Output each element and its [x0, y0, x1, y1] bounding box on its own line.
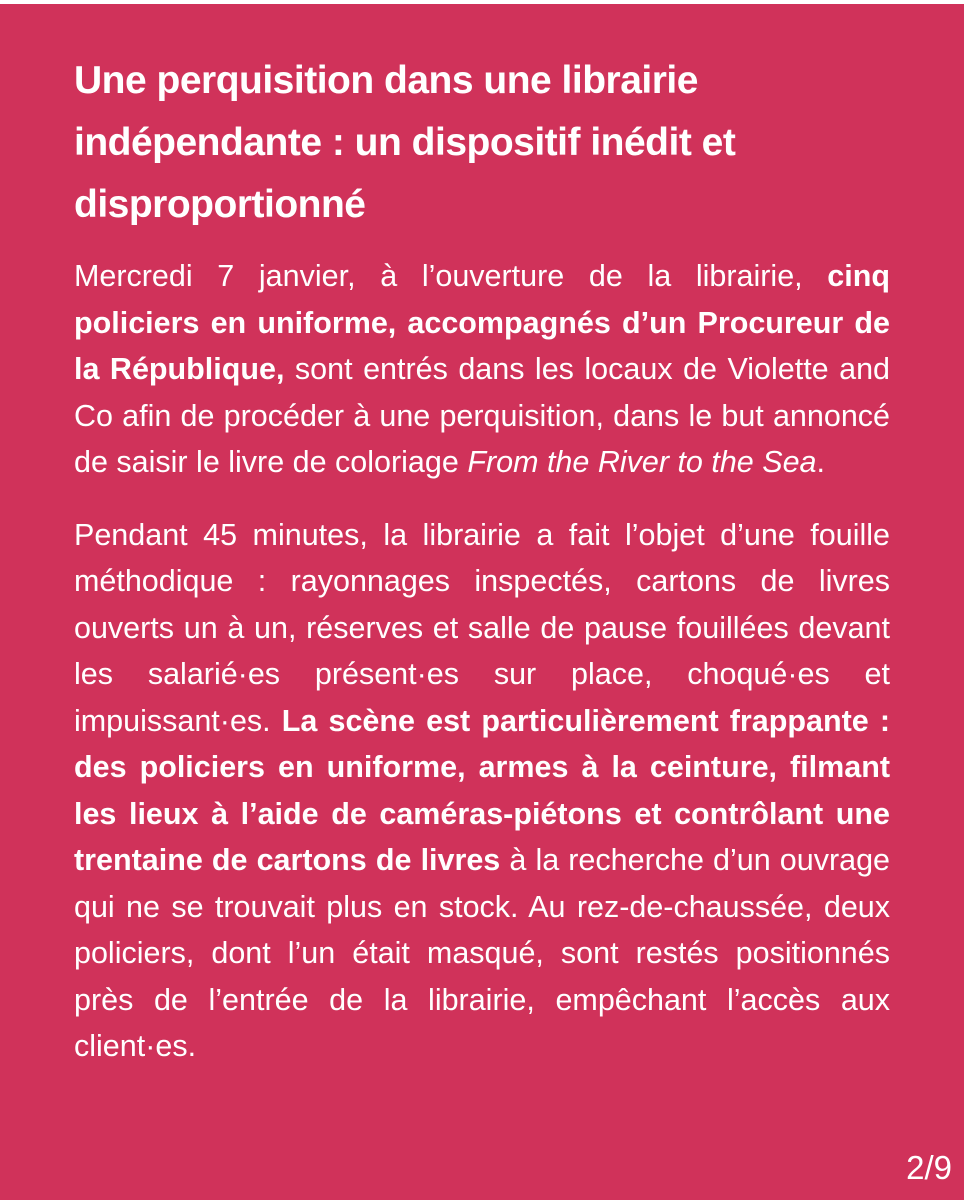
paragraph-1-bold-a: cinq policiers en uniforme, accompagnés d’un Procureur de la République,: [74, 259, 890, 386]
slide-title: Une perquisition dans une librairie indépendante : un dispositif inédit et disproportionné: [74, 59, 736, 226]
paragraph-1-text-c: .: [816, 445, 825, 479]
paragraph-2-text-a: Pendant 45 minutes, la librairie a fait l’objet d’une fouille méthodique : rayonnages inspectés, cartons de livres ouverts un à un, réserves et salle de pause fouillées devant les salarié·es présent·es sur place, choqué·es et impuissant·es.: [74, 517, 890, 738]
page-indicator: 2/9: [906, 1149, 952, 1186]
paragraph-2-text-b: à la recherche d’un ouvrage qui ne se trouvait plus en stock. Au rez-de-chaussée, deux policiers, dont l’un était masqué, sont restés positionnés près de l’entrée de la librairie, empêchant l’accès aux client·es.: [74, 843, 890, 1063]
top-border: [0, 0, 964, 4]
paragraph-1: [74, 253, 890, 486]
paragraph-1-text-a: Mercredi 7 janvier, à l’ouverture de la librairie,: [74, 259, 828, 293]
paragraph-2-bold-a: La scène est particulièrement frappante : des policiers en uniforme, armes à la ceinture, filmant les lieux à l’aide de caméras-piétons et contrôlant une trentaine de cartons de livres: [74, 703, 890, 877]
paragraph-2: [74, 512, 890, 1070]
post-slide: [74, 50, 890, 1070]
book-title: From the River to the Sea: [467, 445, 817, 479]
paragraph-1-text-b: sont entrés dans les locaux de Violette and Co afin de procéder à une perquisition, dans le but annoncé de saisir le livre de coloriage: [74, 352, 891, 479]
